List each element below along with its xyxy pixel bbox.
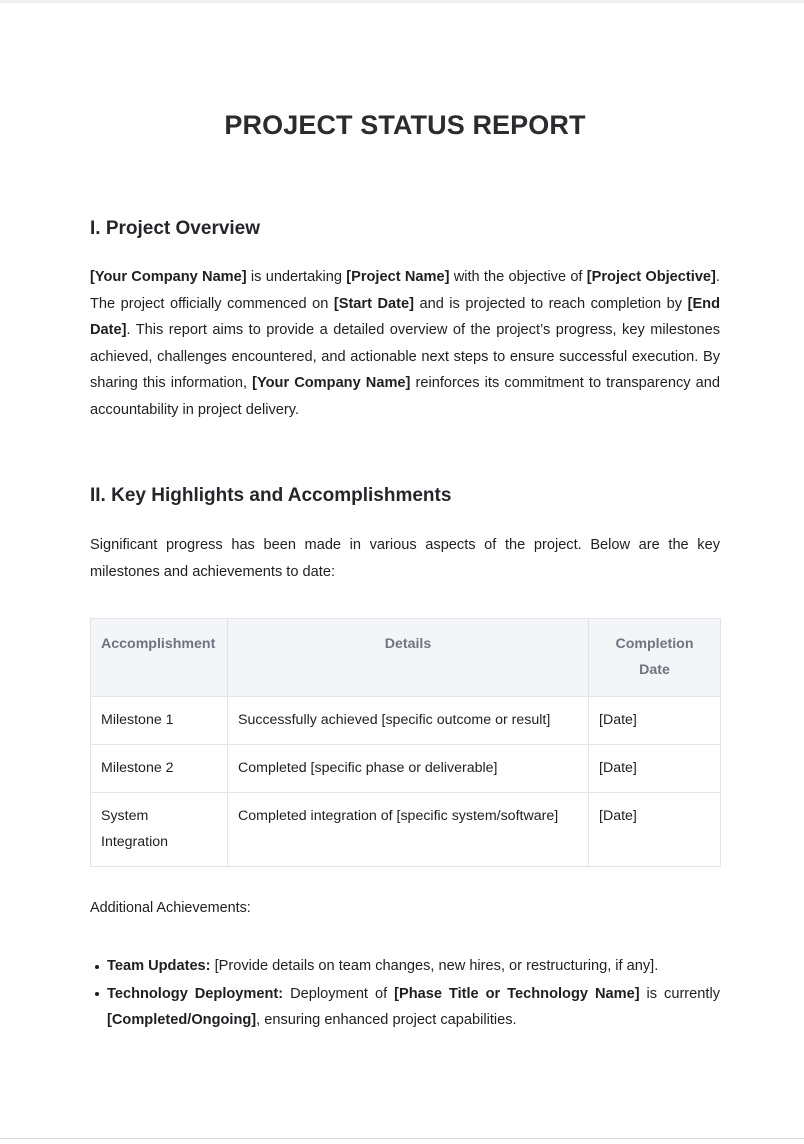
accomplishments-table <box>90 618 721 867</box>
cell-details: Successfully achieved [specific outcome or result] <box>228 697 589 745</box>
cell-completion-date: [Date] <box>589 745 721 793</box>
page-bottom-divider <box>0 1138 804 1139</box>
cell-completion-date: [Date] <box>589 697 721 745</box>
document-content <box>90 3 720 1035</box>
column-header-completion-date: Completion Date <box>589 619 721 697</box>
additional-achievements-list <box>90 921 720 1034</box>
list-item: Team Updates: [Provide details on team changes, new hires, or restructuring, if any]. <box>90 953 720 980</box>
table-row <box>91 745 721 793</box>
table-body <box>91 697 721 867</box>
document-page <box>0 3 804 1138</box>
column-header-details: Details <box>228 619 589 697</box>
paragraph-highlights-intro: Significant progress has been made in various aspects of the project. Below are the key milestones and achievements to date: <box>90 537 720 580</box>
table-row <box>91 793 721 867</box>
table-row <box>91 697 721 745</box>
page-title: PROJECT STATUS REPORT <box>224 110 586 140</box>
cell-accomplishment: Milestone 2 <box>91 745 228 793</box>
table-header-row <box>91 619 721 697</box>
cell-details: Completed integration of [specific system/software] <box>228 793 589 867</box>
paragraph-project-overview: [Your Company Name] is undertaking [Project Name] with the objective of [Project Objective]. The project officially commenced on [Start Date] and is projected to reach completion by [End Date]. This report aims to provide a detailed overview of the project’s progress, key milestones achieved, challenges encountered, and actionable next steps to ensure successful execution. By sharing this information, [Your Company Name] reinforces its commitment to transparency and accountability in project delivery. <box>90 269 721 418</box>
table-header <box>91 619 721 697</box>
column-header-accomplishment: Accomplishment <box>91 619 228 697</box>
cell-completion-date: [Date] <box>589 793 721 867</box>
additional-achievements-label: Additional Achievements: <box>90 900 251 917</box>
cell-details: Completed [specific phase or deliverable] <box>228 745 589 793</box>
cell-accomplishment: System Integration <box>91 793 228 867</box>
section-heading-project-overview: I. Project Overview <box>90 217 261 239</box>
section-heading-key-highlights: II. Key Highlights and Accomplishments <box>90 485 452 507</box>
list-item: Technology Deployment: Deployment of [Phase Title or Technology Name] is currently [Completed/Ongoing], ensuring enhanced project capabilities. <box>90 981 720 1034</box>
cell-accomplishment: Milestone 1 <box>91 697 228 745</box>
